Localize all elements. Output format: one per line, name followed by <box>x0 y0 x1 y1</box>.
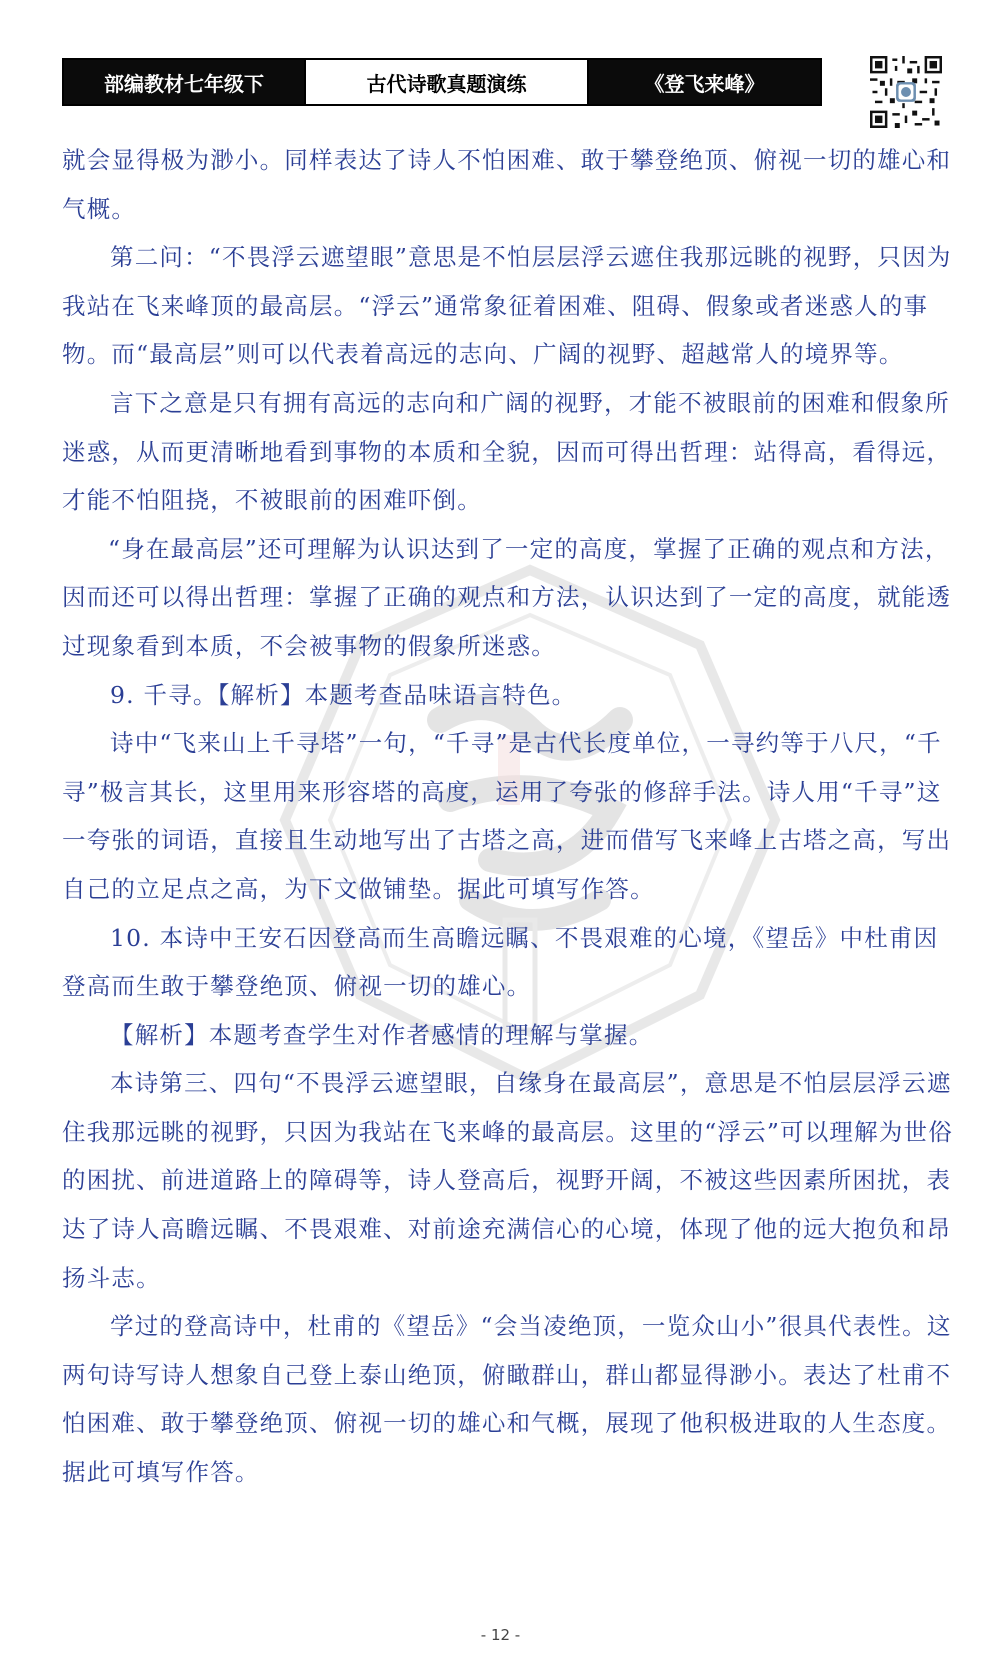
header-textbook: 部编教材七年级下 <box>64 60 304 104</box>
header-section: 古代诗歌真题演练 <box>304 60 589 104</box>
answer-9: 9. 千寻。【解析】本题考查品味语言特色。 <box>110 680 577 709</box>
paragraph: 诗中“飞来山上千寻塔”一句，“千寻”是古代长度单位，一寻约等于八尺，“千寻”极言其长，这里用来形容塔的高度，运用了夸张的修辞手法。诗人用“千寻”这一夸张的词语，直接且生动地写出了古塔之高，进而借写飞来峰上古塔之高，写出自己的立足点之高，为下文做铺垫。据此可填写作答。 <box>62 729 952 903</box>
paragraph: “身在最高层”还可理解为认识达到了一定的高度，掌握了正确的观点和方法，因而还可以得出哲理：掌握了正确的观点和方法，认识达到了一定的高度，就能透过现象看到本质，不会被事物的假象所迷惑。 <box>62 534 952 660</box>
qr-code-icon <box>870 56 942 128</box>
paragraph: 本诗第三、四句“不畏浮云遮望眼，自缘身在最高层”，意思是不怕层层浮云遮住我那远眺的视野，只因为我站在飞来峰的最高层。这里的“浮云”可以理解为世俗的困扰、前进道路上的障碍等，诗人登高后，视野开阔，不被这些因素所困扰，表达了诗人高瞻远瞩、不畏艰难、对前途充满信心的心境，体现了他的远大抱负和昂扬斗志。 <box>62 1069 953 1292</box>
paragraph: 就会显得极为渺小。同样表达了诗人不怕困难、敢于攀登绝顶、俯视一切的雄心和气概。 <box>62 146 952 223</box>
paragraph: 言下之意是只有拥有高远的志向和广阔的视野，才能不被眼前的困难和假象所迷惑，从而更清晰地看到事物的本质和全貌，因而可得出哲理：站得高，看得远，才能不怕阻挠，不被眼前的困难吓倒。 <box>62 388 952 515</box>
answer-10: 10. 本诗中王安石因登高而生高瞻远瞩、不畏艰难的心境，《望岳》中杜甫因登高而生敢于攀登绝顶、俯视一切的雄心。 <box>62 923 939 1001</box>
answer-content <box>62 136 957 1497</box>
page-number: - 12 - <box>480 1626 521 1644</box>
header-table <box>62 58 822 106</box>
header-poem: 《登飞来峰》 <box>589 60 820 104</box>
paragraph: 学过的登高诗中，杜甫的《望岳》“会当凌绝顶，一览众山小”很具代表性。这两句诗写诗人想象自己登上泰山绝顶，俯瞰群山，群山都显得渺小。表达了杜甫不怕困难、敢于攀登绝顶、俯视一切的雄心和气概，展现了他积极进取的人生态度。据此可填写作答。 <box>62 1312 952 1487</box>
paragraph: 第二问：“不畏浮云遮望眼”意思是不怕层层浮云遮住我那远眺的视野，只因为我站在飞来峰顶的最高层。“浮云”通常象征着困难、阻碍、假象或者迷惑人的事物。而“最高层”则可以代表着高远的志向、广阔的视野、超越常人的境界等。 <box>62 243 952 369</box>
analysis-label: 【解析】本题考查学生对作者感情的理解与掌握。 <box>110 1020 654 1049</box>
